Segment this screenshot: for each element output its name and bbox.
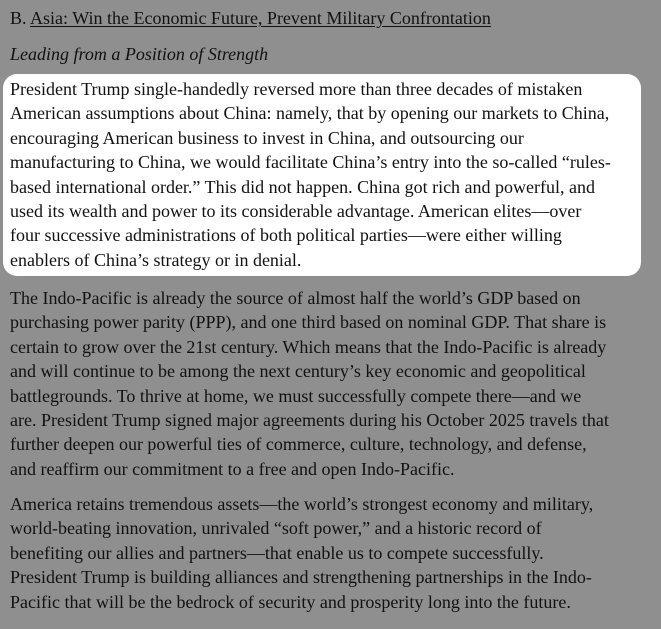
paragraph-assets [10,492,650,614]
section-prefix: B. [10,8,27,28]
section-heading [10,6,491,30]
paragraph-line: and reaffirm our commitment to a free and open Indo-Pacific. [10,458,455,479]
subheading: Leading from a Position of Strength [10,44,269,64]
paragraph-line: President Trump is building alliances and strengthening partnerships in the Indo- [10,567,592,588]
paragraph-line: purchasing power parity (PPP), and one third based on nominal GDP. That share is [10,312,607,333]
paragraph-line: America retains tremendous assets—the world’s strongest economy and military, [10,494,594,514]
paragraph-line: President Trump single-handedly reversed more than three decades of mistaken [10,79,583,99]
paragraph-line: encouraging American business to invest in China, and outsourcing our [10,127,524,148]
paragraph-line: manufacturing to China, we would facilitate China’s entry into the so-called “rules- [10,152,611,173]
paragraph-line: battlegrounds. To thrive at home, we must successfully compete there—and we [10,385,582,406]
paragraph-highlighted [10,77,650,272]
paragraph-line: Pacific that will be the bedrock of security and prosperity long into the future. [10,591,571,612]
paragraph-line: The Indo-Pacific is already the source of almost half the world’s GDP based on [10,288,581,308]
paragraph-line: four successive administrations of both political parties—were either willing [10,225,562,246]
paragraph-line: world-beating innovation, unrivaled “soft power,” and a historic record of [10,518,542,539]
paragraph-line: certain to grow over the 21st century. Which means that the Indo-Pacific is already [10,336,607,357]
paragraph-line: further deepen our powerful ties of commerce, culture, technology, and defense, [10,434,587,455]
paragraph-line: based international order.” This did not happen. China got rich and powerful, and [10,176,596,197]
section-title-link[interactable]: Asia: Win the Economic Future, Prevent Military Confrontation [30,8,491,28]
paragraph-line: are. President Trump signed major agreements during his October 2025 travels that [10,410,609,431]
paragraph-line: used its wealth and power to its considerable advantage. American elites—over [10,201,582,222]
paragraph-line: enablers of China’s strategy or in denial. [10,249,302,270]
paragraph-line: American assumptions about China: namely, that by opening our markets to China, [10,103,610,124]
paragraph-line: benefiting our allies and partners—that enable us to compete successfully. [10,542,544,563]
paragraph-indo-pacific [10,286,650,481]
paragraph-line: and will continue to be among the next century’s key economic and geopolitical [10,361,586,382]
